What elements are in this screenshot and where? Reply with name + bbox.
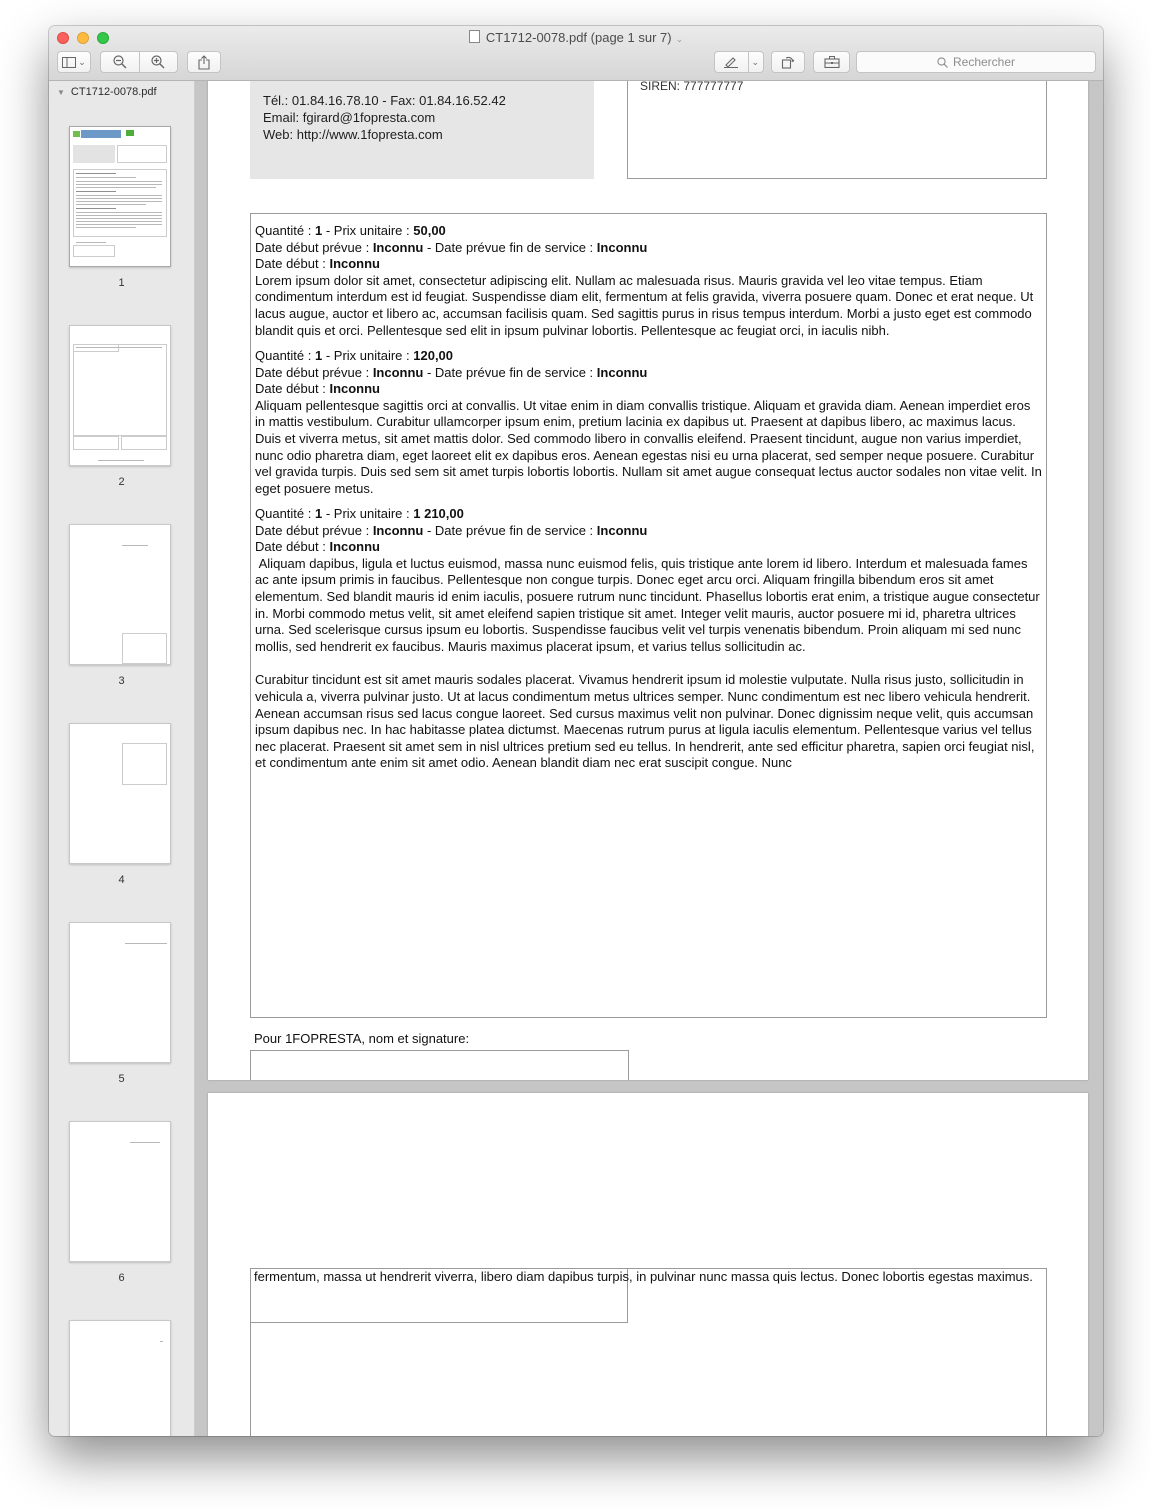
company-info-box — [627, 81, 1047, 179]
siren-number: SIREN: 777777777 — [640, 81, 744, 93]
rotate-button[interactable] — [771, 51, 805, 73]
sidebar-icon — [62, 57, 76, 68]
qty-value: 1 — [314, 223, 323, 238]
end-planned-label: - Date prévue fin de service : — [423, 522, 597, 538]
signature-box — [250, 1050, 629, 1080]
start-label: Date début : — [255, 256, 330, 272]
qty-label: Quantité : — [255, 223, 315, 238]
thumbnail-page-number: 5 — [118, 1073, 125, 1085]
thumbnail-page-7[interactable] — [69, 1320, 171, 1436]
window-title[interactable] — [49, 30, 1103, 45]
qty-label: Quantité : — [255, 506, 315, 521]
thumbnail-page-2[interactable] — [69, 325, 171, 466]
order-item — [255, 223, 1043, 339]
thumbnail-page-6[interactable] — [69, 1121, 171, 1262]
thumbnail-page-number: 4 — [118, 874, 125, 886]
end-planned-value: Inconnu — [596, 364, 648, 380]
thumbnail-page-number: 1 — [118, 277, 125, 289]
price-value: 1 210,00 — [413, 506, 464, 521]
item-description: Aliquam dapibus, ligula et luctus euismod, massa nunc euismod felis, quis tristique ante lorem id libero. Interdum et malesuada fames ac ante ipsum primis in faucibus. Pellentesque non congue turpis. Donec eget arcu orci. Aliquam fringilla bibendum eros sit amet elementum. Sed blandit mauris id enim iaculis, posuere rutrum nunc tincidunt. Phasellus lobortis erat enim, a tristique augue consectetur in. Morbi commodo metus velit, sit amet eleifend sapien tristique sit amet. Integer velit mauris, auctor posuere mi id, pharetra ultrices urna. Sed scelerisque cursus ipsum eu lobortis. Suspendisse faucibus velit vel turpis venenatis bibendum. Proin aliquam mi sed nunc mollis, sed hendrerit ex faucibus. Mauris maximus placerat ipsum, et varius tellus sollicitudin ac. — [255, 555, 1044, 654]
zoom-out-button[interactable] — [101, 52, 139, 72]
document-viewer[interactable] — [195, 81, 1103, 1436]
price-value: 50,00 — [413, 223, 446, 238]
thumbnail-page-3[interactable] — [69, 524, 171, 665]
contact-phone-fax: Tél.: 01.84.16.78.10 - Fax: 01.84.16.52.42 — [263, 93, 506, 108]
end-planned-value: Inconnu — [596, 522, 648, 538]
pdf-page-1 — [208, 81, 1088, 1080]
order-item — [255, 348, 1043, 497]
window-title-text: CT1712-0078.pdf (page 1 sur 7) — [485, 30, 672, 45]
start-planned-value: Inconnu — [372, 522, 424, 538]
sidebar-view-button[interactable] — [57, 51, 91, 73]
order-items-box — [250, 213, 1047, 1018]
end-planned-label: - Date prévue fin de service : — [423, 239, 597, 255]
qty-label: Quantité : — [255, 348, 315, 363]
share-icon — [198, 55, 210, 70]
toolbox-icon — [824, 56, 840, 68]
pdf-page-2 — [208, 1093, 1088, 1436]
toolbox-button[interactable] — [813, 51, 850, 73]
pen-icon — [723, 56, 739, 68]
zoom-in-icon — [151, 55, 165, 69]
qty-value: 1 — [314, 348, 323, 363]
thumbnail-page-number: 6 — [118, 1272, 125, 1284]
start-value: Inconnu — [329, 539, 380, 555]
pdf-document-icon — [469, 30, 480, 43]
start-label: Date début : — [255, 539, 330, 555]
start-value: Inconnu — [329, 256, 380, 272]
start-value: Inconnu — [329, 381, 380, 397]
zoom-in-button[interactable] — [139, 52, 177, 72]
rotate-icon — [781, 55, 795, 69]
preview-window — [49, 26, 1103, 1436]
search-field[interactable] — [856, 51, 1096, 73]
sidebar-chevron-down-icon: ⌄ — [78, 56, 86, 67]
price-label: - Prix unitaire : — [322, 506, 414, 521]
price-value: 120,00 — [413, 348, 454, 363]
item-description: Lorem ipsum dolor sit amet, consectetur adipiscing elit. Nullam ac malesuada risus. Mauris gravida vel leo vitae tempus. Etiam condimentum interdum est id feugiat. Suspendisse diam elit, fermentum at felis gravida, viverra posuere quam. Donec et erat neque. Ut lacus augue, auctor et libero ac, accumsan facilisis quam. Sed sagittis purus in risus tempus interdum. Morbi a justo eget est commodo blandit quis et orci. Pellentesque sed elit in ipsum pulvinar lobortis. Pellentesque ac feugiat orci, in iaculis nibh. — [255, 272, 1034, 338]
search-icon — [937, 57, 948, 68]
thumbnail-sidebar[interactable] — [49, 81, 195, 1436]
start-planned-label: Date début prévue : — [255, 239, 373, 255]
price-label: - Prix unitaire : — [322, 348, 414, 363]
item-description: Aliquam pellentesque sagittis orci at convallis. Ut vitae enim in diam convallis tristique. Aliquam et gravida diam. Aenean imperdiet eros in mattis vestibulum. Curabitur ullamcorper ipsum enim, pretium lacinia ex dapibus ut. Praesent at dapibus libero, ac maximus lacus. Duis et viverra metus, sit amet mattis dolor. Sed commodo libero in convallis eleifend. Praesent tincidunt, augue non varius imperdiet, nunc odio pharetra diam, eget laoreet elit ex dapibus eros. Aenean egestas nisi eu urna placerat, sed semper neque posuere. Curabitur vel gravida turpis. Duis sed sem sit amet turpis lobortis lobortis. Nullam sit amet augue consequat lectus auctor sodales non vitae velit. In eget posuere metus. — [255, 397, 1042, 496]
contact-email: Email: fgirard@1fopresta.com — [263, 110, 436, 125]
markup-chevron-down-icon[interactable]: ⌄ — [751, 56, 760, 67]
zoom-control — [100, 51, 178, 73]
page2-continued-text: fermentum, massa ut hendrerit viverra, libero diam dapibus turpis, in pulvinar nunc massa quis lectus. Donec lobortis egestas maximus. — [254, 1269, 1033, 1284]
item-description-continued: Curabitur tincidunt est sit amet mauris sodales placerat. Vivamus hendrerit ipsum id molestie vulputate. Nulla risus justo, sollicitudin in vehicula a, viverra pulvinar justo. Ut at lacus condimentum metus ultrices semper. Nunc condimentum est nec libero vehicula hendrerit. Aenean accumsan risus sed lacus congue laoreet. Sed cursus maximus velit non pulvinar. Donec dignissim neque velit, quis accumsan ipsum dapibus nec. In hac habitasse platea dictumst. Maecenas rutrum purus at ligula iaculis elementum. Pellentesque varius vel tellus nec placerat. Praesent sit amet sem in nisl ultrices pretium sed eu tellus. In hendrerit, ante sed efficitur pharetra, sapien orci feugiat nisl, et condimentum ante enim sit amet odio. Aenean blandit diam nec erat suscipit congue. Nunc — [255, 672, 1035, 771]
start-label: Date début : — [255, 381, 330, 397]
start-planned-value: Inconnu — [372, 364, 424, 380]
sidebar-file-header[interactable] — [57, 86, 157, 98]
sidebar-file-name: CT1712-0078.pdf — [70, 86, 157, 98]
share-button[interactable] — [187, 51, 221, 73]
order-item — [255, 506, 1043, 772]
title-bar — [49, 26, 1103, 81]
contact-block — [250, 81, 594, 179]
thumbnail-page-number: 2 — [118, 476, 125, 488]
disclosure-triangle-icon[interactable]: ▼ — [57, 88, 65, 97]
price-label: - Prix unitaire : — [322, 223, 414, 238]
search-placeholder: Rechercher — [952, 55, 1016, 69]
thumbnail-page-5[interactable] — [69, 922, 171, 1063]
end-planned-label: - Date prévue fin de service : — [423, 364, 597, 380]
thumbnail-page-4[interactable] — [69, 723, 171, 864]
start-planned-label: Date début prévue : — [255, 522, 373, 538]
end-planned-value: Inconnu — [596, 239, 648, 255]
title-chevron-down-icon[interactable]: ⌄ — [675, 34, 684, 44]
qty-value: 1 — [314, 506, 323, 521]
contact-website: Web: http://www.1fopresta.com — [263, 127, 443, 142]
start-planned-value: Inconnu — [372, 239, 424, 255]
thumbnail-page-number: 3 — [118, 675, 125, 687]
markup-button[interactable] — [715, 52, 748, 72]
start-planned-label: Date début prévue : — [255, 364, 373, 380]
markup-control — [714, 51, 764, 73]
signature-label: Pour 1FOPRESTA, nom et signature: — [254, 1031, 470, 1046]
thumbnail-page-1[interactable] — [69, 126, 171, 267]
zoom-out-icon — [113, 55, 127, 69]
